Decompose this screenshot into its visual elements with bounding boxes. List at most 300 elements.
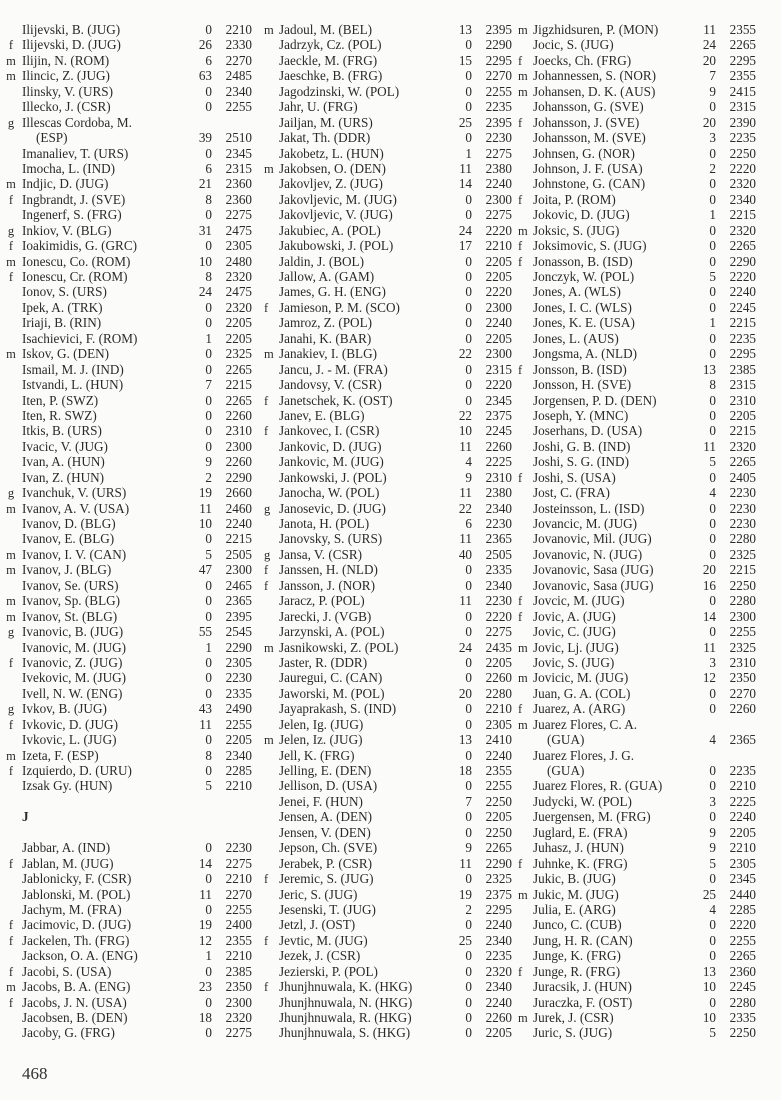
player-name: Jankowski, J. (POL) — [279, 469, 387, 485]
games-count: 13 — [702, 963, 716, 979]
player-entry — [516, 701, 756, 716]
player-name: Ivanov, Se. (URS) — [22, 577, 119, 593]
player-title: m — [518, 23, 528, 37]
games-count: 24 — [198, 284, 212, 300]
games-count: 0 — [465, 809, 472, 825]
games-count: 12 — [198, 932, 212, 948]
elo-rating: 2265 — [225, 361, 252, 377]
player-name: Jovic, C. (JUG) — [533, 624, 616, 640]
elo-rating: 2510 — [225, 130, 252, 146]
elo-rating: 2205 — [485, 1025, 512, 1041]
player-entry — [0, 778, 252, 793]
elo-rating: 2230 — [485, 130, 512, 146]
elo-rating: 2260 — [485, 438, 512, 454]
player-name: Janovsky, S. (URS) — [279, 531, 383, 547]
games-count: 23 — [198, 979, 212, 995]
player-name: Jokovic, D. (JUG) — [533, 207, 630, 223]
player-name: Johansson, G. (SVE) — [533, 99, 644, 115]
player-entry — [516, 408, 756, 423]
player-name: Jaeckle, M. (FRG) — [279, 52, 378, 68]
player-title: m — [6, 748, 16, 763]
player-title: m — [264, 161, 274, 176]
elo-rating: 2230 — [729, 500, 756, 516]
player-entry — [516, 331, 756, 346]
player-name: Juergensen, M. (FRG) — [533, 809, 651, 825]
games-count: 0 — [709, 624, 716, 640]
games-count: 1 — [205, 639, 212, 655]
player-entry — [262, 423, 512, 438]
player-entry — [262, 578, 512, 593]
elo-rating: 2220 — [729, 917, 756, 933]
player-entry — [262, 346, 512, 361]
games-count: 39 — [198, 130, 212, 146]
games-count: 24 — [458, 222, 472, 238]
player-entry — [0, 717, 252, 732]
player-name: Jachym, M. (FRA) — [22, 901, 122, 917]
player-entry — [0, 1010, 252, 1025]
player-entry — [0, 254, 252, 269]
games-count: 0 — [465, 68, 472, 84]
games-count: 0 — [709, 191, 716, 207]
games-count: 0 — [205, 238, 212, 254]
games-count: 0 — [205, 407, 212, 423]
games-count: 19 — [198, 485, 212, 501]
player-entry — [516, 161, 756, 176]
player-entry — [0, 37, 252, 52]
player-name: Jaster, R. (DDR) — [279, 654, 368, 670]
player-name: (GUA) — [547, 732, 585, 748]
elo-rating: 2255 — [729, 932, 756, 948]
player-name: Jankovec, I. (CSR) — [279, 423, 380, 439]
elo-rating: 2215 — [729, 562, 756, 578]
player-entry — [262, 393, 512, 408]
games-count: 26 — [198, 37, 212, 53]
elo-rating: 2280 — [729, 531, 756, 547]
player-name: Jovic, S. (JUG) — [533, 654, 615, 670]
elo-rating: 2220 — [729, 269, 756, 284]
player-name: Ivanovic, B. (JUG) — [22, 624, 124, 640]
elo-rating: 2255 — [729, 624, 756, 640]
player-entry — [262, 640, 512, 655]
player-entry — [0, 161, 252, 176]
player-entry — [516, 192, 756, 207]
elo-rating: 2505 — [225, 546, 252, 562]
elo-rating: 2205 — [729, 407, 756, 423]
player-title: m — [518, 717, 528, 732]
games-count: 4 — [709, 732, 716, 748]
player-entry — [262, 130, 512, 145]
games-count: 20 — [458, 685, 472, 701]
games-count: 47 — [198, 562, 212, 578]
player-name: Jones, K. E. (USA) — [533, 315, 635, 331]
player-entry-continuation — [0, 130, 252, 145]
elo-rating: 2300 — [485, 191, 512, 207]
player-entry — [0, 408, 252, 423]
player-name: Jankovic, M. (JUG) — [279, 454, 384, 470]
elo-rating: 2245 — [729, 979, 756, 995]
player-title: f — [8, 192, 14, 207]
elo-rating: 2250 — [729, 1025, 756, 1041]
player-name: Jelling, E. (DEN) — [279, 763, 372, 778]
elo-rating: 2210 — [225, 778, 252, 794]
elo-rating: 2355 — [485, 763, 512, 778]
elo-rating: 2205 — [225, 330, 252, 346]
games-count: 7 — [205, 377, 212, 393]
games-count: 17 — [458, 238, 472, 254]
elo-rating: 2345 — [225, 145, 252, 161]
elo-rating: 2380 — [485, 485, 512, 501]
player-entry — [516, 377, 756, 392]
player-entry — [516, 254, 756, 269]
player-name: Jovanovic, Sasa (JUG) — [533, 562, 654, 578]
player-entry — [516, 670, 756, 685]
player-title: f — [518, 254, 523, 269]
player-entry — [0, 547, 252, 562]
player-title: f — [518, 609, 523, 624]
player-title: f — [8, 38, 14, 53]
games-count: 0 — [709, 253, 716, 269]
elo-rating: 2260 — [485, 1010, 512, 1025]
player-name: Ilinsky, V. (URS) — [22, 83, 113, 99]
elo-rating: 2275 — [485, 145, 512, 161]
player-name: Jakubiec, A. (POL) — [279, 222, 381, 238]
elo-rating: 2215 — [729, 315, 756, 331]
player-entry — [0, 300, 252, 315]
elo-rating: 2290 — [485, 855, 512, 871]
player-name: Ivekovic, M. (JUG) — [22, 670, 127, 686]
player-title: m — [6, 980, 16, 995]
games-count: 0 — [465, 871, 472, 887]
games-count: 0 — [465, 824, 472, 840]
games-count: 0 — [205, 871, 212, 887]
elo-rating: 2270 — [225, 52, 252, 68]
player-name: Joserhans, D. (USA) — [533, 423, 643, 439]
games-count: 0 — [205, 685, 212, 701]
player-name: Jansa, V. (CSR) — [279, 546, 363, 562]
games-count: 0 — [205, 83, 212, 99]
player-name: Ivanovic, Z. (JUG) — [22, 654, 123, 670]
player-entry — [516, 748, 756, 763]
player-title: m — [6, 53, 16, 68]
player-name: Ivanov, St. (BLG) — [22, 608, 118, 624]
player-title: f — [264, 300, 269, 315]
elo-rating: 2230 — [225, 840, 252, 856]
player-name: Inkiov, V. (BLG) — [22, 222, 112, 238]
player-title: f — [264, 393, 269, 408]
elo-rating: 2275 — [485, 624, 512, 640]
player-name: Juracsik, J. (HUN) — [533, 979, 632, 995]
player-entry — [516, 284, 756, 299]
elo-rating: 2295 — [729, 346, 756, 362]
player-entry — [516, 423, 756, 438]
player-name: Jovanovic, N. (JUG) — [533, 546, 643, 562]
elo-rating: 2235 — [729, 763, 756, 778]
games-count: 0 — [465, 917, 472, 933]
player-title: m — [6, 254, 16, 269]
player-name: Ivell, N. W. (ENG) — [22, 685, 123, 701]
elo-rating: 2345 — [729, 871, 756, 887]
elo-rating: 2205 — [485, 253, 512, 269]
player-name: Juhasz, J. (HUN) — [533, 840, 624, 856]
games-count: 0 — [205, 207, 212, 223]
games-count: 63 — [198, 68, 212, 84]
games-count: 5 — [709, 454, 716, 470]
player-name: Ivan, Z. (HUN) — [22, 469, 105, 485]
player-title: f — [8, 270, 14, 284]
elo-rating: 2365 — [729, 732, 756, 748]
player-name: Jacimovic, D. (JUG) — [22, 917, 132, 933]
column-2 — [262, 22, 512, 1041]
elo-rating: 2320 — [729, 438, 756, 454]
games-count: 11 — [703, 22, 716, 37]
games-count: 0 — [465, 392, 472, 408]
player-name: Ivan, A. (HUN) — [22, 454, 105, 470]
elo-rating: 2545 — [225, 624, 252, 640]
player-entry — [516, 393, 756, 408]
player-entry — [262, 377, 512, 392]
elo-rating: 2220 — [485, 284, 512, 300]
games-count: 1 — [205, 948, 212, 964]
games-count: 0 — [205, 593, 212, 609]
player-name: Jensen, A. (DEN) — [279, 809, 373, 825]
player-name: Jelen, Iz. (JUG) — [279, 732, 363, 748]
player-name: Ilijevski, D. (JUG) — [22, 37, 121, 53]
player-name: Jacobs, J. N. (USA) — [22, 994, 127, 1010]
player-name: Johnsen, G. (NOR) — [533, 145, 635, 161]
player-name: Jeric, S. (JUG) — [279, 886, 358, 902]
elo-rating: 2315 — [485, 361, 512, 377]
elo-rating: 2270 — [225, 886, 252, 902]
elo-rating: 2230 — [225, 670, 252, 686]
elo-rating: 2340 — [485, 979, 512, 995]
player-name: Jaracz, P. (POL) — [279, 593, 365, 609]
player-entry — [516, 53, 756, 68]
player-name: Jhunjhnuwala, N. (HKG) — [279, 994, 413, 1010]
player-name: Janev, E. (BLG) — [279, 407, 365, 423]
games-count: 11 — [199, 716, 212, 732]
elo-rating: 2355 — [729, 68, 756, 84]
elo-rating: 2265 — [729, 238, 756, 254]
elo-rating: 2410 — [485, 732, 512, 748]
elo-rating: 2395 — [485, 114, 512, 130]
elo-rating: 2285 — [225, 763, 252, 778]
elo-rating: 2300 — [485, 346, 512, 362]
player-entry — [0, 516, 252, 531]
elo-rating: 2205 — [485, 269, 512, 284]
player-name: James, G. H. (ENG) — [279, 284, 386, 300]
player-name: Jarzynski, A. (POL) — [279, 624, 385, 640]
games-count: 0 — [465, 377, 472, 393]
games-count: 0 — [709, 763, 716, 778]
player-entry — [516, 717, 756, 732]
player-entry — [0, 423, 252, 438]
player-entry — [516, 454, 756, 469]
player-entry — [0, 578, 252, 593]
player-name: Illecko, J. (CSR) — [22, 99, 111, 115]
player-entry — [516, 640, 756, 655]
player-title: f — [518, 702, 523, 717]
player-entry — [0, 238, 252, 253]
elo-rating: 2325 — [485, 871, 512, 887]
player-entry — [262, 454, 512, 469]
games-count: 8 — [205, 747, 212, 763]
games-count: 1 — [709, 207, 716, 223]
player-name: Joseph, Y. (MNC) — [533, 407, 629, 423]
games-count: 0 — [465, 1025, 472, 1041]
player-name: Isachievici, F. (ROM) — [22, 330, 138, 346]
player-entry — [0, 68, 252, 83]
elo-rating: 2260 — [485, 670, 512, 686]
player-title: g — [7, 486, 15, 501]
games-count: 14 — [198, 855, 212, 871]
games-count: 0 — [205, 901, 212, 917]
games-count: 5 — [709, 269, 716, 284]
player-name: Jensen, V. (DEN) — [279, 824, 371, 840]
player-entry — [262, 763, 512, 778]
games-count: 11 — [459, 531, 472, 547]
player-title: f — [264, 872, 269, 887]
player-name: Imanaliev, T. (URS) — [22, 145, 129, 161]
games-count: 5 — [205, 778, 212, 794]
player-name: Jancu, J. - M. (FRA) — [279, 361, 388, 377]
player-name: Ismail, M. J. (IND) — [22, 361, 124, 377]
games-count: 0 — [709, 407, 716, 423]
column-3 — [516, 22, 756, 1041]
player-entry — [0, 223, 252, 238]
player-title: f — [518, 115, 523, 130]
elo-rating: 2275 — [225, 207, 252, 223]
elo-rating: 2365 — [225, 593, 252, 609]
player-title: m — [6, 501, 16, 516]
player-entry — [262, 593, 512, 608]
elo-rating: 2315 — [729, 99, 756, 115]
player-title: m — [6, 69, 16, 84]
games-count: 10 — [702, 979, 716, 995]
games-count: 21 — [198, 176, 212, 192]
elo-rating: 2290 — [485, 37, 512, 53]
elo-rating: 2265 — [485, 840, 512, 856]
elo-rating: 2255 — [485, 778, 512, 794]
player-name: Jhunjhnuwala, R. (HKG) — [279, 1010, 412, 1025]
elo-rating: 2235 — [729, 330, 756, 346]
elo-rating: 2280 — [729, 593, 756, 609]
elo-rating: 2230 — [729, 485, 756, 501]
player-name: Jarecki, J. (VGB) — [279, 608, 372, 624]
games-count: 9 — [709, 83, 716, 99]
player-entry — [0, 732, 252, 747]
player-entry — [262, 146, 512, 161]
elo-rating: 2255 — [225, 716, 252, 732]
player-entry — [516, 593, 756, 608]
games-count: 1 — [205, 330, 212, 346]
player-entry — [0, 485, 252, 500]
elo-rating: 2255 — [225, 901, 252, 917]
player-entry — [262, 1010, 512, 1025]
games-count: 10 — [198, 516, 212, 531]
player-name: Jovanovic, Sasa (JUG) — [533, 577, 654, 593]
player-entry — [516, 995, 756, 1010]
player-entry — [0, 362, 252, 377]
player-entry — [516, 470, 756, 485]
elo-rating: 2215 — [729, 207, 756, 223]
player-name: Iskov, G. (DEN) — [22, 346, 110, 362]
games-count: 7 — [465, 793, 472, 809]
player-title: g — [264, 547, 271, 562]
games-count: 0 — [465, 83, 472, 99]
games-count: 4 — [465, 454, 472, 470]
player-name: Ivkovic, L. (JUG) — [22, 732, 117, 748]
elo-rating: 2265 — [729, 948, 756, 964]
elo-rating: 2320 — [729, 176, 756, 192]
player-name: Jorgensen, P. D. (DEN) — [533, 392, 657, 408]
player-title: m — [264, 640, 274, 655]
elo-rating: 2205 — [729, 824, 756, 840]
games-count: 11 — [459, 855, 472, 871]
player-entry — [262, 207, 512, 222]
games-count: 0 — [709, 932, 716, 948]
player-entry — [516, 516, 756, 531]
player-title: m — [264, 23, 274, 37]
player-name: Jackson, O. A. (ENG) — [22, 948, 138, 964]
player-entry — [516, 655, 756, 670]
player-entry — [516, 979, 756, 994]
player-entry — [0, 331, 252, 346]
games-count: 14 — [458, 176, 472, 192]
elo-rating: 2240 — [485, 917, 512, 933]
elo-rating: 2215 — [225, 377, 252, 393]
games-count: 25 — [458, 932, 472, 948]
player-title: f — [8, 918, 14, 933]
player-name: Juarez Flores, C. A. — [533, 716, 638, 732]
elo-rating: 2295 — [729, 52, 756, 68]
elo-rating: 2405 — [729, 469, 756, 485]
games-count: 0 — [465, 654, 472, 670]
player-entry — [516, 115, 756, 130]
player-title: g — [7, 702, 15, 717]
player-name: Junge, K. (FRG) — [533, 948, 621, 964]
player-title: m — [6, 563, 16, 578]
player-entry — [0, 207, 252, 222]
player-title: f — [8, 239, 14, 254]
elo-rating: 2210 — [225, 22, 252, 37]
games-count: 11 — [459, 160, 472, 176]
elo-rating: 2210 — [225, 948, 252, 964]
games-count: 0 — [205, 577, 212, 593]
elo-rating: 2210 — [729, 840, 756, 856]
player-entry — [0, 562, 252, 577]
player-name: Ivkov, B. (JUG) — [22, 701, 107, 717]
games-count: 0 — [465, 1010, 472, 1025]
player-entry — [0, 146, 252, 161]
elo-rating: 2205 — [485, 330, 512, 346]
games-count: 9 — [465, 469, 472, 485]
games-count: 0 — [205, 423, 212, 439]
elo-rating: 2265 — [729, 37, 756, 53]
elo-rating: 2320 — [225, 299, 252, 315]
elo-rating: 2300 — [225, 562, 252, 578]
player-name: Jones, L. (AUS) — [533, 330, 619, 346]
elo-rating: 2305 — [729, 855, 756, 871]
player-entry — [0, 701, 252, 716]
games-count: 11 — [703, 438, 716, 454]
elo-rating: 2205 — [485, 809, 512, 825]
elo-rating: 2340 — [729, 191, 756, 207]
games-count: 10 — [458, 423, 472, 439]
player-name: Jansson, J. (NOR) — [279, 577, 375, 593]
player-title: g — [7, 223, 15, 238]
player-name: Iten, P. (SWZ) — [22, 392, 99, 408]
games-count: 0 — [205, 1025, 212, 1041]
